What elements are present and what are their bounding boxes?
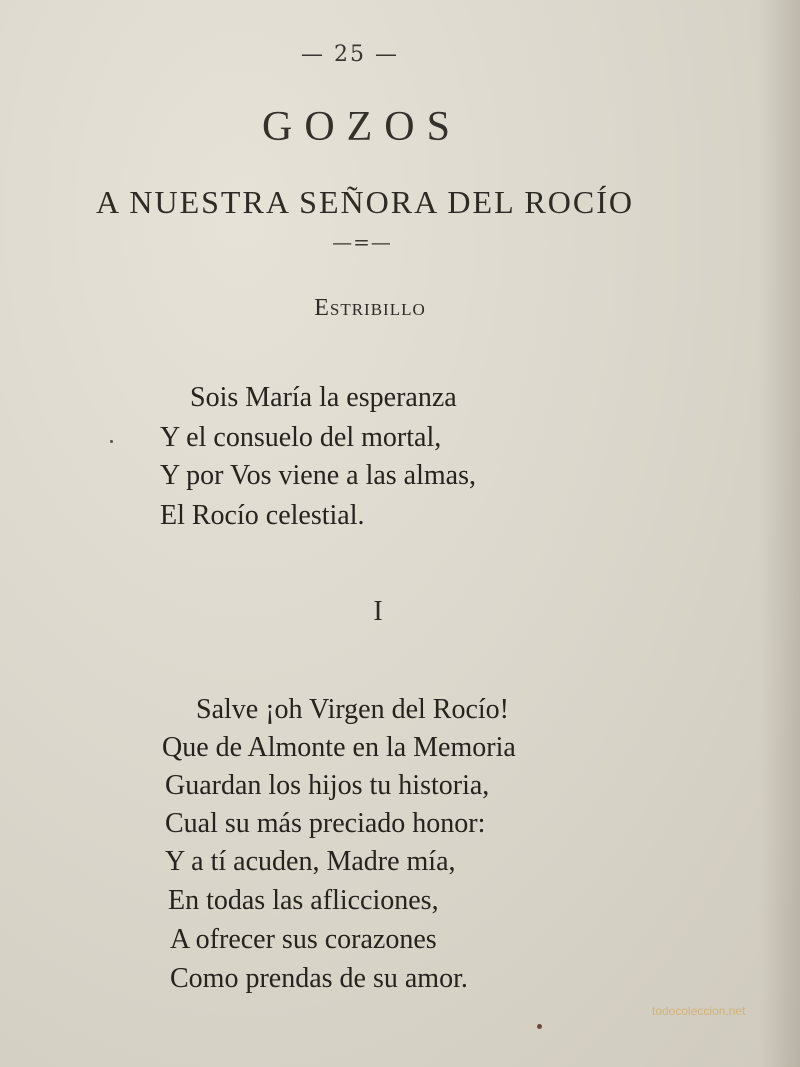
- title-divider: —=—: [332, 230, 392, 254]
- page-title: GOZOS: [261, 104, 462, 150]
- stanza-line: Que de Almonte en la Memoria: [162, 732, 516, 763]
- stanza-line: A ofrecer sus corazones: [170, 924, 437, 955]
- estribillo-heading: Estribillo: [314, 295, 426, 321]
- page-edge-shadow: [760, 0, 800, 1067]
- page-subtitle: A NUESTRA SEÑORA DEL ROCÍO: [96, 184, 634, 220]
- stanza-line: Como prendas de su amor.: [170, 963, 468, 994]
- stanza-number: I: [373, 596, 383, 627]
- stanza-line: Cual su más preciado honor:: [165, 808, 486, 839]
- stanza-line: Y a tí acuden, Madre mía,: [165, 846, 456, 877]
- stanza-line: En todas las aflicciones,: [168, 885, 439, 916]
- page-number: — 25 —: [301, 42, 399, 67]
- paper-speck: [537, 1024, 542, 1029]
- estribillo-line: Sois María la esperanza: [190, 382, 457, 413]
- stanza-line: Guardan los hijos tu historia,: [165, 770, 490, 801]
- stanza-line: Salve ¡oh Virgen del Rocío!: [196, 694, 510, 725]
- estribillo-line: Y el consuelo del mortal,: [160, 422, 442, 453]
- estribillo-line: Y por Vos viene a las almas,: [160, 460, 476, 491]
- estribillo-line: El Rocío celestial.: [160, 500, 365, 531]
- watermark: todocoleccion.net: [652, 1004, 746, 1018]
- paper-speck: [110, 440, 113, 443]
